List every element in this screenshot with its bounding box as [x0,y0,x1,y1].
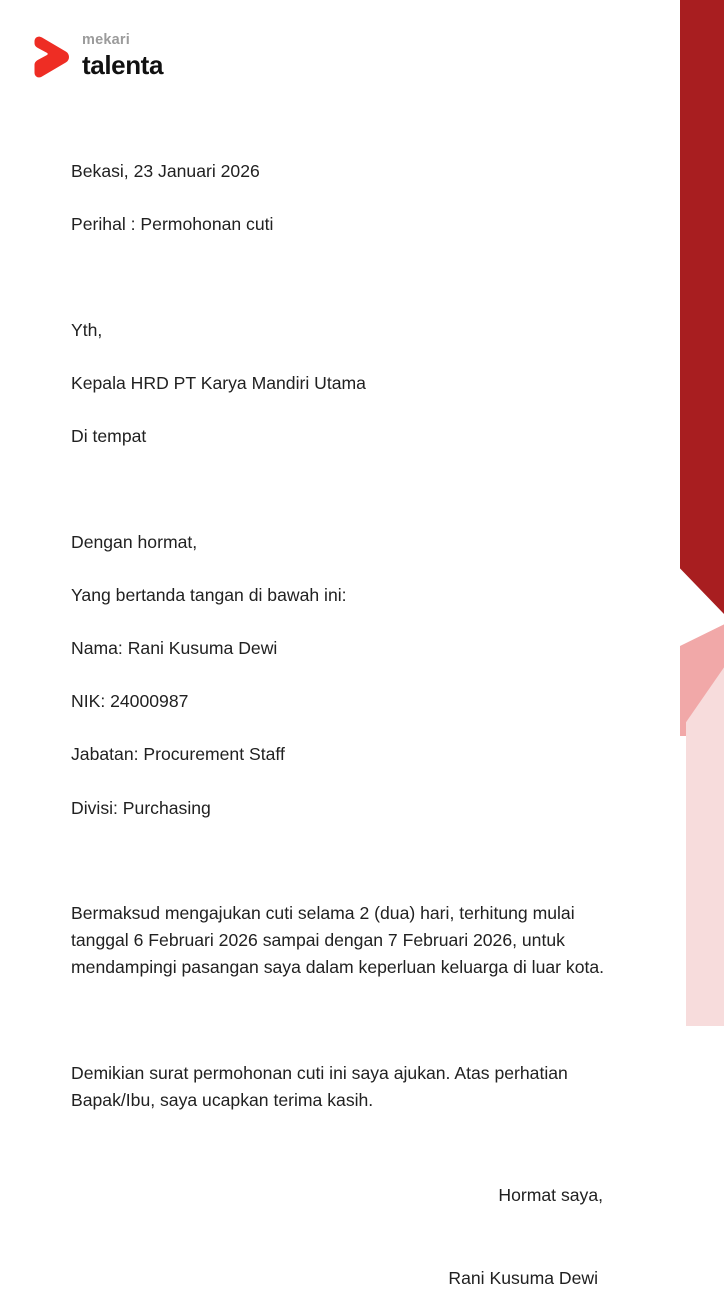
decorative-ribbons [604,0,724,1024]
leave-request-paragraph: Bermaksud mengajukan cuti selama 2 (dua) hari, terhitung mulai tanggal 6 Februari 2026 sampai dengan 7 Februari 2026, untuk mendampingi pasangan saya dalam keperluan keluarga di luar kota. [71,903,605,978]
letter-content [71,131,611,1291]
ribbon-light-pink [686,660,724,1026]
sender-position: Jabatan: Procurement Staff [71,744,285,765]
sender-details-block [71,502,611,848]
letter-header-block [71,131,611,264]
recipient-salutation: Yth, [71,319,103,340]
closing-paragraph: Demikian surat permohonan cuti ini saya ajukan. Atas perhatian Bapak/Ibu, saya ucapkan terima kasih. [71,1063,568,1110]
letter-subject: Perihal : Permohonan cuti [71,213,274,234]
undersigned-intro: Yang bertanda tangan di bawah ini: [71,584,347,605]
sign-off-text: Hormat saya, [498,1185,603,1206]
signer-name: Rani Kusuma Dewi [448,1267,598,1288]
logo-talenta-text: talenta [82,49,164,80]
signature-block [71,1182,611,1291]
recipient-block [71,290,611,476]
ribbon-medium-pink [680,616,724,736]
mekari-talenta-logo [30,32,163,79]
greeting: Dengan hormat, [71,531,198,552]
recipient-place: Di tempat [71,425,147,446]
place-and-date: Bekasi, 23 Januari 2026 [71,160,260,181]
ribbon-dark-red [680,0,724,614]
logo-mekari-text: mekari [82,32,130,48]
body-paragraph-block [71,874,611,1008]
sender-name: Nama: Rani Kusuma Dewi [71,638,278,659]
sender-nik: NIK: 24000987 [71,691,189,712]
sender-division: Divisi: Purchasing [71,797,211,818]
recipient-addressee: Kepala HRD PT Karya Mandiri Utama [71,372,366,393]
logo-wordmark [82,32,163,78]
closing-paragraph-block [71,1033,611,1140]
mekari-arrow-icon [30,35,72,79]
